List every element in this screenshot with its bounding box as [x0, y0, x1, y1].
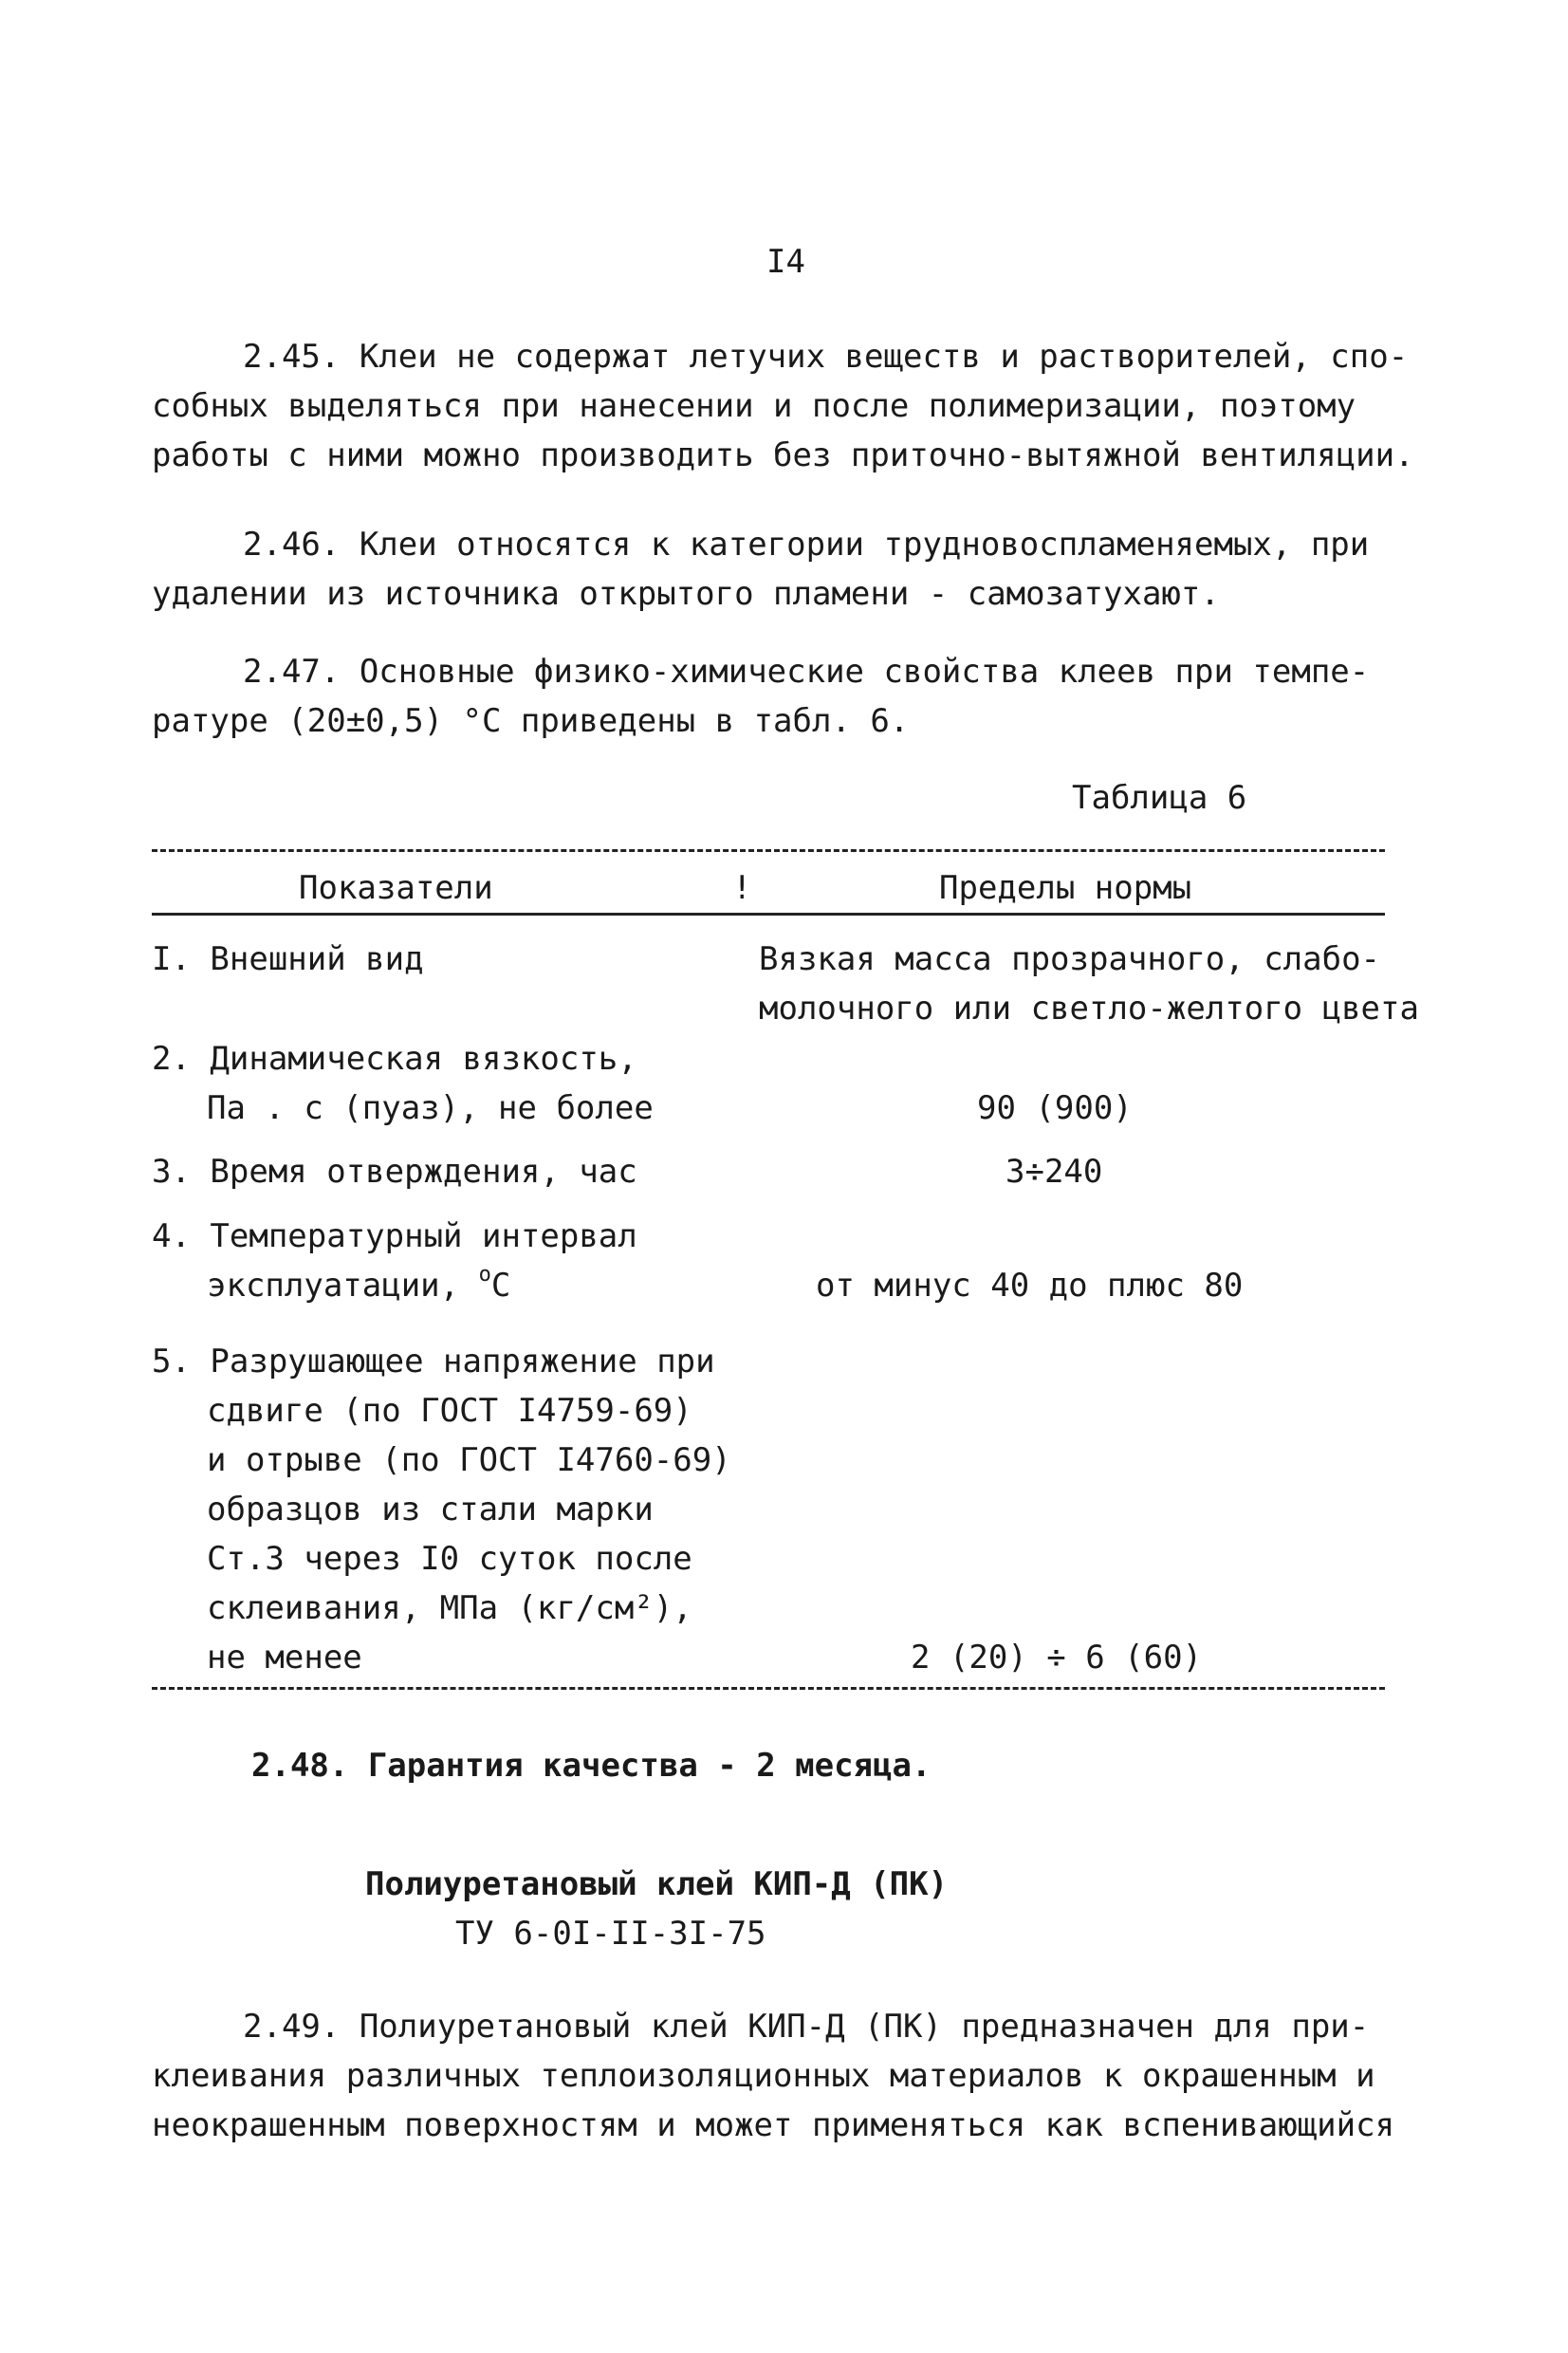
cell-text: 4. Температурный интервал	[152, 1217, 637, 1255]
cell-text: и отрыве (по ГОСТ I4760-69)	[207, 1441, 731, 1479]
paragraph-2-46	[152, 520, 1385, 619]
cell-text: Ст.3 через I0 суток после	[207, 1540, 692, 1578]
text-line: собных выделяться при нанесении и после полимеризации, поэтому	[152, 387, 1356, 425]
text-line: клеивания различных теплоизоляционных материалов к окрашенным и	[152, 2057, 1375, 2095]
paragraph-2-47	[152, 647, 1385, 746]
cell-text: образцов из стали марки	[207, 1491, 654, 1529]
cell-text: 2. Динамическая вязкость,	[152, 1040, 637, 1078]
paragraph-2-45	[152, 332, 1414, 480]
text-line: удалении из источника открытого пламени - самозатухают.	[152, 575, 1220, 613]
header-norm-limits: Пределы нормы	[939, 869, 1192, 907]
page-number: I4	[766, 243, 805, 281]
text-line: 2.49. Полиуретановый клей КИП-Д (ПК) предназначен для при-	[243, 2008, 1370, 2046]
cell-text: не менее	[207, 1639, 362, 1677]
text-line: 2.47. Основные физико-химические свойства клеев при темпе-	[243, 653, 1370, 691]
cell-text: 5. Разрушающее напряжение при	[152, 1343, 715, 1380]
text-line: 2.45. Клеи не содержат летучих веществ и растворителей, спо-	[243, 338, 1409, 376]
cell-text: сдвиге (по ГОСТ I4759-69)	[207, 1392, 692, 1430]
row-name	[152, 1147, 637, 1196]
table-row	[152, 1020, 1385, 1141]
row-value: 3÷240	[1005, 1153, 1103, 1191]
row-value	[759, 935, 1419, 1033]
cell-text: I. Внешний вид	[152, 940, 424, 978]
row-name	[152, 1337, 731, 1682]
section-title: Полиуретановый клей КИП-Д (ПК)	[365, 1865, 949, 1903]
text-line: работы с ними можно производить без приточно-вытяжной вентиляции.	[152, 436, 1414, 474]
section-spec: ТУ 6-0I-II-3I-75	[455, 1915, 766, 1953]
header-indicators: Показатели	[299, 869, 493, 907]
cell-text: 3. Время отверждения, час	[152, 1153, 637, 1191]
text-line: 2.46. Клеи относятся к категории трудновоспламеняемых, при	[243, 526, 1370, 564]
cell-text: эксплуатации, $^о$С	[207, 1262, 511, 1305]
table-row	[152, 916, 1419, 1028]
table-caption: Таблица 6	[1072, 779, 1247, 817]
paragraph-2-49	[152, 2002, 1395, 2150]
header-separator: !	[732, 869, 752, 907]
row-name	[152, 1034, 654, 1133]
properties-table	[152, 849, 1419, 1690]
row-value: 2 (20) ÷ 6 (60)	[911, 1639, 1203, 1677]
table-row	[152, 1322, 1385, 1687]
text-line: неокрашенным поверхностям и может применяться как вспенивающийся	[152, 2106, 1395, 2144]
cell-text: склеивания, МПа (кг/см²),	[207, 1589, 692, 1627]
table-bottom-rule	[152, 1687, 1385, 1690]
cell-text: молочного или светло-желтого цвета	[759, 990, 1419, 1028]
text-line: ратуре (20±0,5) °С приведены в табл. 6.	[152, 702, 910, 740]
table-row	[152, 1141, 1385, 1206]
row-name	[152, 935, 424, 984]
table-row	[152, 1206, 1385, 1322]
guarantee-paragraph: 2.48. Гарантия качества - 2 месяца.	[251, 1747, 932, 1785]
row-value: 90 (900)	[977, 1089, 1133, 1127]
row-name	[152, 1212, 637, 1310]
table-header	[152, 852, 1385, 913]
cell-text: Па . с (пуаз), не более	[207, 1089, 654, 1127]
row-value: от минус 40 до плюс 80	[816, 1267, 1244, 1305]
cell-text: Вязкая масса прозрачного, слабо-	[759, 940, 1381, 978]
